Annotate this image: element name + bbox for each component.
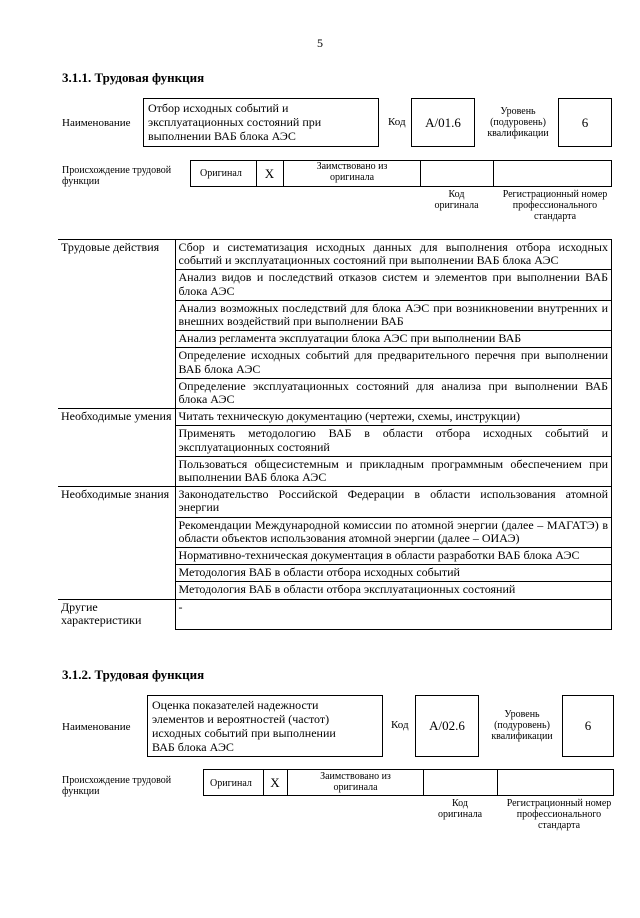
group-item: Анализ возможных последствий для блока АЭС при возникновении внутренних и внешних воздействий при выполнении ВАБ (175, 300, 612, 330)
function-title-2 (147, 695, 383, 757)
level-label-2 (484, 707, 560, 743)
original-mark-1: X (264, 165, 275, 181)
level-value-1: 6 (558, 98, 612, 147)
origin-label-line: Происхождение трудовой (62, 165, 172, 176)
group-label: Трудовые действия (58, 240, 175, 409)
name-label-2: Наименование (62, 721, 131, 733)
level-label-line: Уровень (500, 105, 536, 117)
table-row (58, 409, 612, 426)
borrowed-label-line: Заимствовано из (320, 771, 391, 782)
group-item: Применять методологию ВАБ в области отбора исходных событий и эксплуатационных состояний (175, 426, 612, 456)
borrowed-label-2 (288, 771, 423, 793)
code-value-1: А/01.6 (411, 98, 475, 147)
title-line: Оценка показателей надежности (152, 698, 319, 712)
original-label-2: Оригинал (210, 778, 252, 789)
level-label-line: квалификации (491, 730, 553, 742)
code-original-caption-1 (420, 189, 493, 211)
caption-line: профессионального (512, 200, 598, 211)
caption-line: Код (452, 798, 468, 809)
caption-line: Регистрационный номер (506, 798, 612, 809)
page-number: 5 (317, 36, 323, 50)
title-line: элементов и вероятностей (частот) (152, 712, 330, 726)
caption-line: оригинала (437, 809, 483, 820)
level-label-1 (480, 104, 556, 140)
group-item: Пользоваться общесистемным и прикладным программным обеспечением при выполнении ВАБ блока АЭС (175, 456, 612, 486)
function-details-table (58, 239, 612, 630)
level-label-line: (подуровень) (494, 719, 550, 731)
code-label-1: Код (388, 116, 406, 128)
group-item: Определение исходных событий для предварительного перечня при выполнении ВАБ блока АЭС (175, 348, 612, 378)
code-original-caption-2 (423, 798, 497, 820)
reg-number-caption-1 (494, 189, 616, 222)
level-value-2: 6 (562, 695, 614, 757)
origin-label-line: функции (62, 786, 100, 797)
group-label: Необходимые знания (58, 487, 175, 599)
origin-label-2 (62, 775, 171, 797)
table-row (58, 240, 612, 270)
caption-line: Код (448, 189, 465, 200)
reg-number-caption-2 (498, 798, 620, 831)
group-item: - (175, 599, 612, 629)
original-mark-2: X (270, 774, 280, 790)
title-line: ВАБ блока АЭС (152, 740, 234, 754)
group-item: Рекомендации Международной комиссии по атомной энергии (далее – МАГАТЭ) в области объектов использования атомной энергии (далее – ОИАЭ) (175, 517, 612, 547)
group-item: Законодательство Российской Федерации в области использования атомной энергии (175, 487, 612, 517)
function-heading-1: 3.1.1. Трудовая функция (62, 70, 205, 85)
borrowed-label-line: Заимствовано из (316, 161, 388, 172)
origin-label-line: Происхождение трудовой (62, 775, 172, 786)
caption-line: стандарта (537, 820, 581, 831)
title-line: эксплуатационных состояний при (148, 115, 322, 129)
caption-line: профессионального (516, 809, 602, 820)
origin-label-1 (62, 165, 171, 187)
code-label-2: Код (391, 719, 409, 731)
table-row (58, 599, 612, 629)
level-label-line: Уровень (504, 708, 540, 720)
caption-line: Регистрационный номер (502, 189, 608, 200)
name-label-1: Наименование (62, 117, 131, 129)
group-item: Читать техническую документацию (чертежи, схемы, инструкции) (175, 409, 612, 426)
group-item: Определение эксплуатационных состояний для анализа при выполнении ВАБ блока АЭС (175, 378, 612, 408)
group-item: Анализ регламента эксплуатации блока АЭС при выполнении ВАБ (175, 331, 612, 348)
group-item: Нормативно-техническая документация в области разработки ВАБ блока АЭС (175, 548, 612, 565)
group-item: Методология ВАБ в области отбора эксплуатационных состояний (175, 582, 612, 599)
group-label: Другие характеристики (58, 599, 175, 629)
group-label: Необходимые умения (58, 409, 175, 487)
borrowed-label-line: оригинала (329, 172, 375, 183)
title-line: Отбор исходных событий и (148, 101, 289, 115)
table-row (58, 487, 612, 517)
original-label-1: Оригинал (200, 168, 242, 179)
title-line: выполнении ВАБ блока АЭС (148, 129, 296, 143)
function-heading-2: 3.1.2. Трудовая функция (62, 667, 205, 682)
level-label-line: (подуровень) (490, 116, 546, 128)
group-item: Методология ВАБ в области отбора исходных событий (175, 565, 612, 582)
caption-line: оригинала (434, 200, 479, 211)
function-title-1 (143, 98, 379, 147)
title-line: исходных событий при выполнении (152, 726, 336, 740)
level-label-line: квалификации (487, 127, 549, 139)
origin-label-line: функции (62, 176, 100, 187)
borrowed-label-line: оригинала (333, 782, 378, 793)
code-value-2: А/02.6 (415, 695, 479, 757)
borrowed-label-1 (284, 161, 420, 183)
group-item: Сбор и систематизация исходных данных для выполнения отбора исходных событий и эксплуатационных состояний при выполнении ВАБ блока АЭС (175, 240, 612, 270)
caption-line: стандарта (533, 211, 577, 222)
group-item: Анализ видов и последствий отказов систем и элементов при выполнении ВАБ блока АЭС (175, 270, 612, 300)
